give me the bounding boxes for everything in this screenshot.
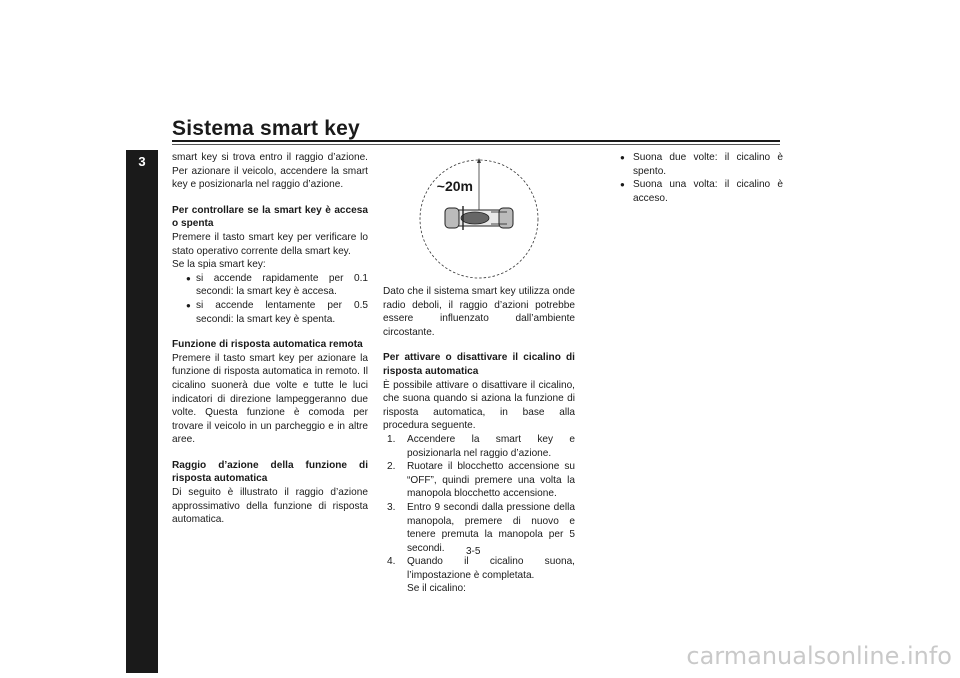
col1-para-3: Di seguito è illustrato il raggio d’azione approssimativo della funzione di risposta automatica.	[172, 487, 368, 526]
col1-para-1b: Se la spia smart key:	[172, 259, 266, 271]
bullet-icon: ●	[186, 300, 191, 310]
page-number: 3-5	[466, 546, 481, 557]
step-4-tail: Se il cicalino:	[407, 583, 466, 595]
col1-heading-1: Per controllare se la smart key è accesa o spenta	[172, 204, 368, 230]
chapter-tab	[126, 150, 158, 673]
col2-para-1: Dato che il sistema smart key utilizza onde radio deboli, il raggio d’azioni potrebbe essere influenzato dall’ambiente circostante.	[383, 286, 575, 338]
list-item: ● si accende lentamente per 0.5 secondi: la smart key è spenta.	[186, 299, 368, 325]
col1-para-1: Premere il tasto smart key per verificare lo stato operativo corrente della smart key.	[172, 231, 368, 257]
list-item: ● Suona una volta: il cicalino è acceso.	[620, 179, 783, 204]
col1-intro: smart key si trova entro il raggio d’azione. Per azionare il veicolo, accendere la smart key e posizionarla nel raggio d’azione.	[172, 152, 368, 191]
bullet-icon: ●	[186, 273, 191, 283]
list-item: 1. Accendere la smart key e posizionarla nel raggio d’azione.	[387, 433, 575, 459]
list-item: ● si accende rapidamente per 0.1 secondi: la smart key è accesa.	[186, 272, 368, 298]
column-3	[618, 151, 783, 205]
header-rule	[172, 140, 780, 142]
col1-heading-2: Funzione di risposta automatica remota	[172, 339, 363, 351]
column-1	[172, 151, 368, 527]
list-item: 4. Quando il cicalino suona, l’impostazione è completata.	[387, 556, 575, 581]
chapter-number: 3	[138, 154, 146, 169]
procedure-steps	[383, 433, 575, 596]
header-rule-thin	[172, 144, 780, 145]
range-diagram	[415, 150, 543, 280]
col2-heading-1: Per attivare o disattivare il cicalino di risposta automatica	[383, 352, 575, 377]
col1-heading-3: Raggio d’azione della funzione di risposta automatica	[172, 459, 368, 485]
col1-para-2: Premere il tasto smart key per azionare la funzione di risposta automatica in remoto. Il cicalino suonerà due volte e tutte le luci indicatori di direzione lampeggeranno due volte. Questa funzione è comoda per trovare il veicolo in un parcheggio e in altre aree.	[172, 352, 368, 446]
bullet-icon: ●	[620, 180, 625, 190]
col2-para-2: È possibile attivare o disattivare il cicalino, che suona quando si aziona la funzione di risposta automatica, in base alla procedura seguente.	[383, 379, 575, 432]
motorcycle-icon	[445, 206, 513, 230]
watermark: carmanualsonline.info	[686, 642, 952, 670]
arrow-head-icon	[477, 158, 481, 163]
page-title: Sistema smart key	[172, 117, 360, 140]
range-label: ~20m	[436, 178, 473, 194]
list-item: 3. Entro 9 secondi dalla pressione della manopola, premere di nuovo e tenere premuta la manopola per 5 secondi.	[387, 501, 575, 554]
bullet-icon: ●	[620, 153, 625, 162]
list-item: ● Suona due volte: il cicalino è spento.	[620, 152, 783, 177]
list-item: 2. Ruotare il blocchetto accensione su “OFF”, quindi premere una volta la manopola blocchetto accensione.	[387, 461, 575, 500]
